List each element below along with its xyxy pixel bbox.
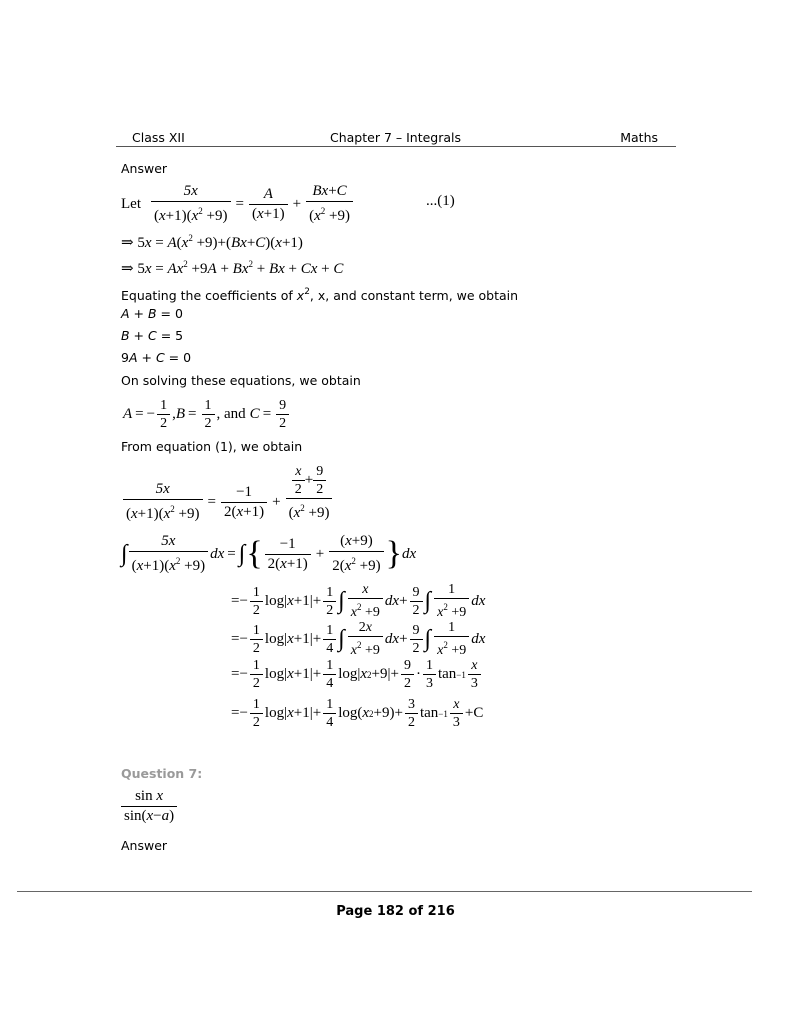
- footer-rule: [17, 891, 752, 892]
- decomposition: $\frac{5x}{(x+1)(x^2 +9)}$ = $\frac{-1}{2(x+1)}$ + $\frac{x}{2}$ + $\frac{9}{2}$ $(x^2 +9)$: [121, 463, 334, 523]
- solving-text: On solving these equations, we obtain: [121, 373, 361, 388]
- step-2: ⇒ $5x = A(x^2 +9)+(Bx+C)(x+1)$: [121, 233, 303, 251]
- page-header: [116, 130, 676, 147]
- integral-setup: ∫ $\frac{5x}{(x+1)(x^2 +9)}$ dx = ∫ { $\frac{-1}{2(x+1)}$ + $\frac{(x+9)}{2(x^2 +9)}$ } dx: [121, 533, 417, 574]
- header-chapter: Chapter 7 – Integrals: [330, 130, 462, 145]
- integral-step-1: =− $\frac{1}{2}$ log| x +1|+ $\frac{1}{2}$ ∫ $\frac{x}{x^2 +9}$ dx + $\frac{9}{2}$ ∫ $\frac{1}{x^2 +9}$ dx: [231, 582, 486, 620]
- answer-label: Answer: [121, 161, 168, 176]
- equation-tag: ...(1): [426, 193, 455, 209]
- let-label: Let: [121, 195, 141, 212]
- system-eq-1: A + B = 0: [121, 306, 183, 321]
- step-3: ⇒ $5x = Ax^2 +9A + Bx^2 + Bx + Cx + C$: [121, 259, 344, 277]
- from-equation-text: From equation (1), we obtain: [121, 439, 303, 454]
- equating-text: Equating the coefficients of $x^2$, x, and constant term, we obtain: [121, 287, 519, 303]
- integral-step-4: =− $\frac{1}{2}$ log| x +1|+ $\frac{1}{4}$ log( x 2 +9)+ $\frac{3}{2}$ tan −1 $\frac{x}{3}$ +C: [231, 697, 484, 730]
- fraction-lhs: $\frac{5x}{(x+1)(x^2 +9)}$: [151, 183, 231, 225]
- system-eq-2: B + C = 5: [121, 328, 184, 343]
- system-eq-3: 9A + C = 0: [121, 350, 192, 365]
- fraction-bxc: $\frac{Bx+C}{(x^2 +9)}$: [306, 183, 353, 225]
- page-number: Page 182 of 216: [336, 904, 455, 919]
- header-subject: Maths: [620, 130, 658, 145]
- header-class: Class XII: [132, 130, 185, 145]
- integral-step-2: =− $\frac{1}{2}$ log| x +1|+ $\frac{1}{4}$ ∫ $\frac{2x}{x^2 +9}$ dx + $\frac{9}{2}$ ∫ $\frac{1}{x^2 +9}$ dx: [231, 620, 486, 658]
- integral-step-3: =− $\frac{1}{2}$ log| x +1|+ $\frac{1}{4}$ log| x 2 +9|+ $\frac{9}{2}$ · $\frac{1}{3}$ tan −1 $\frac{x}{3}$: [231, 658, 483, 691]
- answer-label-2: Answer: [121, 838, 168, 853]
- fraction-a: $\frac{A}{(x+1)}$: [249, 186, 288, 223]
- equation-1: Let $\frac{5x}{(x+1)(x^2 +9)}$ = $\frac{A}{(x+1)}$ + $\frac{Bx+C}{(x^2 +9)}$: [121, 183, 355, 225]
- question-7-expression: $\frac{\text{sin x}}{\sin(x-a)}$: [121, 788, 179, 825]
- solution-values: A = − $\frac{1}{2}$ , B = $\frac{1}{2}$ , and C = $\frac{9}{2}$: [123, 398, 291, 431]
- question-7-label: Question 7:: [121, 766, 203, 781]
